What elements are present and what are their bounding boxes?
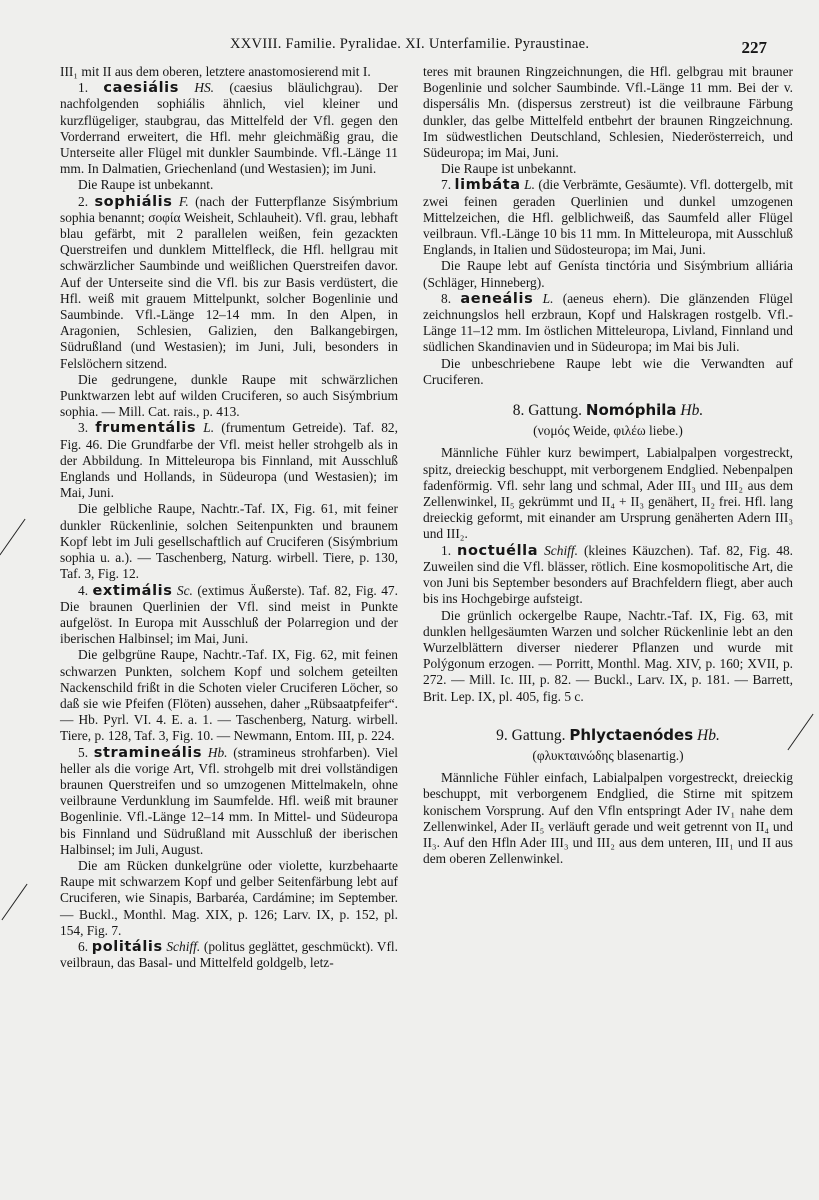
- larva-note: Die unbeschriebene Raupe lebt wie die Verwandten auf Cruciferen.: [423, 355, 793, 387]
- species-description: (extimus Äußerste). Taf. 82, Fig. 47. Die braunen Querlinien der Vfl. sind meist in Punkte aufgelöst. In Europa mit Ausschluß der Polarregion und der iberischen Halbinsel; im Mai, Juni.: [60, 582, 398, 647]
- page-number: 227: [741, 38, 767, 57]
- genus-author: Hb.: [697, 726, 720, 744]
- genus-etymology: (φλυκταινώδης blasenartig.): [532, 747, 684, 763]
- species-description: (caesius bläulichgrau). Der nachfolgenden sophiális ähnlich, viel kleiner und kurzflügeliger, staubgrau, das Mittelfeld der Vfl. gegen den Vorderrand erweitert, die Hfl. mehr gleichmäßig grau, die Unterseite aller Flügel mit dunkler Saumbinde. Vfl.-Länge 11 mm. In Dalmatien, Griechenland (und Westasien); im Juni.: [60, 80, 398, 177]
- species-description: (aeneus ehern). Die glänzenden Flügel zeichnungslos hell erzbraun, Kopf und Halskragen rostgelb. Vfl.-Länge 11–12 mm. Im östlichen Mitteleuropa, Livland, Finnland und südlichen Skandinavien und in Südeuropa; im Mai bis Juli.: [423, 290, 793, 355]
- species-entry: 7. limbáta L. (die Verbrämte, Gesäumte). Vfl. dottergelb, mit zwei feinen geraden Querlinien und dunkel umzogenen Mittelzeichen, die Hfl. gelblichweiß, das Saumfeld aller Flügel veilbraun. Vfl.-Länge 10 bis 11 mm. In Mitteleuropa, mit Ausschluß Englands, in Italien und Südosteuropa; im Mai, Juni.: [423, 177, 793, 258]
- genus-author: Hb.: [680, 402, 704, 420]
- species-author: Schiff.: [544, 542, 578, 558]
- larva-note: Die Raupe lebt auf Genísta tinctória und Sisýmbrium alliária (Schläger, Hinneberg).: [423, 258, 793, 290]
- species-author: Hb.: [207, 744, 228, 760]
- species-name: stramineális: [93, 744, 203, 761]
- species-entry: 3. frumentális L. (frumentum Getreide). Taf. 82, Fig. 46. Die Grundfarbe der Vfl. meist heller strohgelb als in der Abbildung. In Mitteleuropa bis Finnland, mit Ausschluß Englands und Hollands, in Südeuropa (und Westasien); im Mai, Juni.: [60, 420, 398, 501]
- species-name: extimális: [92, 582, 173, 599]
- species-entry: 1. noctuélla Schiff. (kleines Käuzchen). Taf. 82, Fig. 48. Zuweilen sind die Vfl. blässer, rötlich. Eine kosmopolitische Art, die von Juni bis September besonders auf Brachfeldern fliegt, aber auch bis ins Hochgebirge aufsteigt.: [423, 542, 793, 607]
- species-entry: 8. aeneális L. (aeneus ehern). Die glänzenden Flügel zeichnungslos hell erzbraun, Kopf und Halskragen rostgelb. Vfl.-Länge 11–12 mm. Im östlichen Mitteleuropa, Livland, Finnland und südlichen Skandinavien und in Südeuropa; im Mai bis Juli.: [423, 290, 793, 355]
- genus-heading: 9. Gattung. Phlyctaenódes Hb.: [496, 725, 720, 744]
- right-column: [423, 64, 793, 867]
- species-author: L.: [524, 177, 535, 193]
- species-description: (die Verbrämte, Gesäumte). Vfl. dottergelb, mit zwei feinen geraden Querlinien und dunkel umzogenen Mittelzeichen, die Hfl. gelblichweiß, das Saumfeld aller Flügel veilbraun. Vfl.-Länge 10 bis 11 mm. In Mitteleuropa, mit Ausschluß Englands, in Italien und Südosteuropa; im Mai, Juni.: [423, 177, 793, 258]
- species-author: L.: [203, 420, 215, 436]
- left-column: [60, 64, 398, 971]
- species-description: (frumentum Getreide). Taf. 82, Fig. 46. Die Grundfarbe der Vfl. meist heller strohgelb als in der Abbildung. In Mitteleuropa bis Finnland, mit Ausschluß Englands und Hollands, in Südeuropa (und Westasien); im Mai, Juni.: [60, 420, 398, 501]
- genus-description: Männliche Fühler einfach, Labialpalpen vorgestreckt, dreieckig beschuppt, mit verborgenem Endglied, die Stirne mit spitzem konischem Vorsprung. Auf den Vfln entspringt Ader IV₁ nahe dem Zellenwinkel, Ader II₅ verläuft gerade und weit getrennt von II₄ und II₃. Auf den Hfln Ader III₃ und III₂ aus dem unteren, III₁ und II aus dem oberen Zellenwinkel.: [423, 770, 793, 867]
- species-author: HS.: [194, 80, 215, 96]
- genus-name: Phlyctaenódes: [569, 725, 694, 744]
- larva-note: Die am Rücken dunkelgrüne oder violette, kurzbehaarte Raupe mit schwarzem Kopf und gelber Seitenfärbung lebt auf Cruciferen, wie Sinapis, Barbaréa, Cardámine; im September. — Buckl., Monthl. Mag. XIX, p. 126; Larv. IX, p. 152, pl. 154, Fig. 7.: [60, 857, 398, 938]
- larva-note: Die Raupe ist unbekannt.: [441, 161, 577, 177]
- species-entry: 1. caesiális HS. (caesius bläulichgrau). Der nachfolgenden sophiális ähnlich, viel kleiner und kurzflügeliger, staubgrau, das Mittelfeld der Vfl. gegen den Vorderrand erweitert, die Hfl. mehr gleichmäßig grau, die Unterseite aller Flügel mit dunkler Saumbinde. Vfl.-Länge 11 mm. In Dalmatien, Griechenland (und Westasien); im Juni.: [60, 80, 398, 177]
- genus-heading: 8. Gattung. Nomóphila Hb.: [512, 401, 704, 420]
- species-author: Sc.: [176, 582, 193, 598]
- species-name: frumentális: [95, 420, 197, 437]
- species-entry: 2. sophiális F. (nach der Futterpflanze Sisýmbrium sophia benannt; σοφία Weisheit, Schlauheit). Vfl. grau, lebhaft blau gefärbt, mit 2 parallelen weißen, fein gezackten Querstreifen und dunklem Mittelfleck, die Hfl. hellgrau mit schwärzlicher Saumbinde und weißlichen Querstreifen davor. Auf der Unterseite sind die Vfl. bis zur Basis verdüstert, die Hfl. weiß mit grauem Mittelpunkt, solcher Bogenlinie und Saumbinde. Vfl.-Länge 12–14 mm. In den Alpen, in Aragonien, Schlesien, Galizien, den Balkangebirgen, Südrußland (und Westasien); im Juni, Juli, besonders in Felslöchern sitzend.: [60, 193, 398, 371]
- species-entry: 4. extimális Sc. (extimus Äußerste). Taf. 82, Fig. 47. Die braunen Querlinien der Vfl. sind meist in Punkte aufgelöst. In Europa mit Ausschluß der Polarregion und der iberischen Halbinsel; im Mai, Juni.: [60, 582, 398, 647]
- genus-description: Männliche Fühler kurz bewimpert, Labialpalpen vorgestreckt, spitz, dreieckig beschuppt, mit verborgenem Endglied. Nebenpalpen fadenförmig. Vfl. sehr lang und schmal, Ader III₃ und III₂ aus dem Zellenwinkel, II₅ gekrümmt und II₄ + II₃ genähert, II₂ frei. Hfl. lang dreieckig geformt, mit einander am Ursprung genäherten Adern III₃ und III₂.: [423, 445, 793, 542]
- species-name: noctuélla: [457, 542, 539, 559]
- larva-note: Die gelbgrüne Raupe, Nachtr.-Taf. IX, Fig. 62, mit feinen schwarzen Punkten, solchem Kopf und solchem geteilten Nackenschild frißt in die Schoten vieler Cruciferen Löcher, so daß sie wie Pfeifen (Flöten) aussehen, daher „Rübsaatpfeifer“. — Hb. Pyrl. VI. 4. E. a. 1. — Taschenberg, Naturg. wirbell. Tiere, p. 128, Taf. 3, Fig. 10. — Newmann, Entom. III, p. 224.: [60, 647, 398, 744]
- larva-note: Die gedrungene, dunkle Raupe mit schwärzlichen Punktwarzen lebt auf wilden Cruciferen, so auch Sisýmbrium sophia. — Mill. Cat. rais., p. 413.: [60, 371, 398, 420]
- species-name: caesiális: [103, 80, 179, 97]
- species-author: Schiff.: [166, 938, 201, 954]
- larva-note: Die gelbliche Raupe, Nachtr.-Taf. IX, Fig. 61, mit feiner dunkler Rückenlinie, solchen Seitenpunkten und braunem Kopf lebt im Juli gesellschaftlich auf Cruciferen (Sisýmbrium sophia u. a.). — Taschenberg, Naturg. wirbell. Tiere, p. 130, Taf. 3, Fig. 12.: [60, 501, 398, 582]
- species-name: aeneális: [460, 290, 534, 307]
- species-entry: 5. stramineális Hb. (stramineus strohfarben). Viel heller als die vorige Art, Vfl. strohgelb mit drei vollständigen braunen Querstreifen und so umzogenen Mittelmakeln, ohne veilbraune Verdunklung im Saumfelde. Hfl. weiß mit brauner Bogenlinie. Vfl.-Länge 12–14 mm. In Mittel- und Südeuropa bis Finnland und Südrußland mit Ausschluß der iberischen Halbinsel; im Juli, August.: [60, 744, 398, 857]
- paragraph: III₁ mit II aus dem oberen, letztere anastomosierend mit I.: [60, 64, 371, 79]
- species-name: limbáta: [454, 177, 521, 194]
- species-description: (nach der Futterpflanze Sisýmbrium sophia benannt; σοφία Weisheit, Schlauheit). Vfl. grau, lebhaft blau gefärbt, mit 2 parallelen weißen, fein gezackten Querstreifen und dunklem Mittelfleck, die Hfl. hellgrau mit schwärzlicher Saumbinde und weißlichen Querstreifen davor. Auf der Unterseite sind die Vfl. bis zur Basis verdüstert, die Hfl. weiß mit grauem Mittelpunkt, solcher Bogenlinie und Saumbinde. Vfl.-Länge 12–14 mm. In den Alpen, in Aragonien, Schlesien, Galizien, den Balkangebirgen, Südrußland (und Westasien); im Juni, Juli, besonders in Felslöchern sitzend.: [60, 193, 398, 371]
- margin-pencil-mark: [0, 519, 26, 556]
- species-entry: 6. politális Schiff. (politus geglättet, geschmückt). Vfl. veilbraun, das Basal- und Mittelfeld goldgelb, letz-: [60, 938, 398, 971]
- genus-name: Nomóphila: [585, 401, 677, 420]
- species-description: (politus geglättet, geschmückt). Vfl. veilbraun, das Basal- und Mittelfeld goldgelb, letz-: [60, 938, 398, 971]
- species-name: sophiális: [94, 193, 173, 210]
- larva-note: Die Raupe ist unbekannt.: [78, 177, 214, 193]
- species-name: politális: [91, 938, 163, 955]
- larva-note: Die grünlich ockergelbe Raupe, Nachtr.-Taf. IX, Fig. 63, mit dunklen hellgesäumten Warzen und solcher Rückenlinie lebt an den Wurzelblättern diverser niederer Pflanzen und wurde mit Polýgonum erzogen. — Porritt, Monthl. Mag. XIV, p. 160; XVII, p. 272. — Mill. Ic. III, p. 82. — Buckl., Larv. IX, p. 181. — Barrett, Brit. Lep. IX, pl. 405, fig. 5 c.: [423, 607, 793, 704]
- species-author: L.: [542, 290, 554, 306]
- species-description: (kleines Käuzchen). Taf. 82, Fig. 48. Zuweilen sind die Vfl. blässer, rötlich. Eine kosmopolitische Art, die von Juni bis September besonders auf Brachfeldern fliegt, aber auch bis ins Hochgebirge aufsteigt.: [423, 542, 793, 607]
- species-author: F.: [178, 193, 189, 209]
- running-header: XXVIII. Familie. Pyralidae. XI. Unterfamilie. Pyraustinae.: [230, 36, 590, 52]
- margin-pencil-mark: [1, 884, 27, 921]
- species-description: (stramineus strohfarben). Viel heller als die vorige Art, Vfl. strohgelb mit drei vollständigen braunen Querstreifen und so umzogenen Mittelmakeln, ohne veilbraune Verdunklung im Saumfelde. Hfl. weiß mit brauner Bogenlinie. Vfl.-Länge 12–14 mm. In Mittel- und Südeuropa bis Finnland und Südrußland mit Ausschluß der iberischen Halbinsel; im Juli, August.: [60, 744, 398, 857]
- paragraph: teres mit braunen Ringzeichnungen, die Hfl. gelbgrau mit brauner Bogenlinie und solcher Saumbinde. Vfl.-Länge 11 mm. Bei der v. dispersális Mn. (dispersus zerstreut) ist die veilbraune Färbung dunkler, das gelbe Mittelfeld entbehrt der braunen Ringzeichnung. Im südwestlichen Deutschland, Schlesien, Niederösterreich, und Südeuropa; im Mai, Juni.: [423, 64, 793, 161]
- genus-etymology: (νομός Weide, φιλέω liebe.): [533, 423, 683, 439]
